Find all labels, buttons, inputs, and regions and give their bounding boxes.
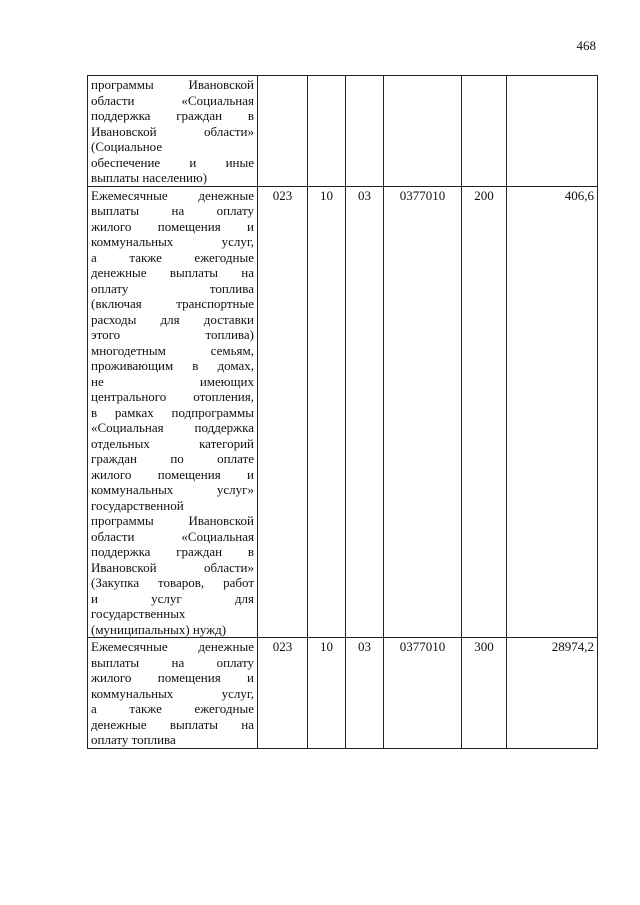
row-description [88,638,258,749]
description-line: не имеющих [91,373,254,389]
description-line: денежные выплаты на [91,265,254,280]
page-number: 468 [576,38,596,53]
table-row [88,638,598,749]
description-line: (Закупка товаров, работ [91,575,254,590]
target-article-cell [384,76,462,187]
description-line: Ивановской области» [91,559,254,575]
description-line: Ежемесячные денежные [91,639,254,654]
table-body [88,76,598,749]
description-line: поддержка граждан в [91,108,254,123]
description-line: коммунальных услуг, [91,685,254,701]
ministry-code-cell: 023 [258,186,308,638]
description-line: проживающим в домах, [91,358,254,373]
description-line: «Социальная поддержка [91,420,254,435]
description-line: государственных [91,606,186,621]
ministry-code-cell [258,76,308,187]
description-line: программы Ивановской [91,77,254,92]
description-line: выплаты на оплату [91,203,254,218]
description-line: Ивановской области» [91,123,254,139]
target-article-cell: 0377010 [384,638,462,749]
description-line: (муниципальных) нужд) [91,621,227,637]
description-line: коммунальных услуг, [91,234,254,249]
description-line: жилого помещения и [91,466,254,482]
amount-cell [507,76,598,187]
description-line: и услуг для [91,590,254,606]
subsection-code-cell: 03 [346,638,384,749]
table-row [88,76,598,187]
section-code-cell: 10 [308,186,346,638]
description-line: Ежемесячные денежные [91,187,254,203]
description-line: отдельных категорий [91,435,254,451]
description-line: области «Социальная [91,92,254,108]
description-line: многодетным семьям, [91,342,254,358]
description-line: в рамках подпрограммы [91,404,254,420]
target-article-cell: 0377010 [384,186,462,638]
subsection-code-cell [346,76,384,187]
description-line: жилого помещения и [91,218,254,234]
subsection-code-cell: 03 [346,186,384,638]
description-line: расходы для доставки [91,311,254,327]
table-row [88,186,598,638]
expense-type-cell: 300 [462,638,507,749]
description-line: выплаты на оплату [91,654,254,670]
description-line: выплаты населению) [91,170,208,185]
description-line: области «Социальная [91,528,254,544]
description-line: этого топлива) [91,327,254,342]
description-line: программы Ивановской [91,513,254,528]
expense-type-cell [462,76,507,187]
description-line: граждан по оплате [91,451,254,466]
description-line: поддержка граждан в [91,544,254,559]
description-line: центрального отопления, [91,389,254,404]
description-line: (Социальное [91,139,163,154]
description-line: государственной [91,497,184,513]
section-code-cell [308,76,346,187]
description-line: (включая транспортные [91,296,254,311]
description-line: оплату топлива [91,280,254,296]
row-description [88,76,258,187]
description-line: обеспечение и иные [91,154,254,170]
ministry-code-cell: 023 [258,638,308,749]
description-line: а также ежегодные [91,701,254,716]
description-line: оплату топлива [91,732,176,747]
amount-cell: 406,6 [507,186,598,638]
description-line: денежные выплаты на [91,716,254,732]
row-description [88,186,258,638]
description-line: а также ежегодные [91,249,254,265]
description-line: коммунальных услуг» [91,482,254,497]
description-line: жилого помещения и [91,670,254,685]
section-code-cell: 10 [308,638,346,749]
amount-cell: 28974,2 [507,638,598,749]
expense-type-cell: 200 [462,186,507,638]
budget-table [87,75,598,749]
